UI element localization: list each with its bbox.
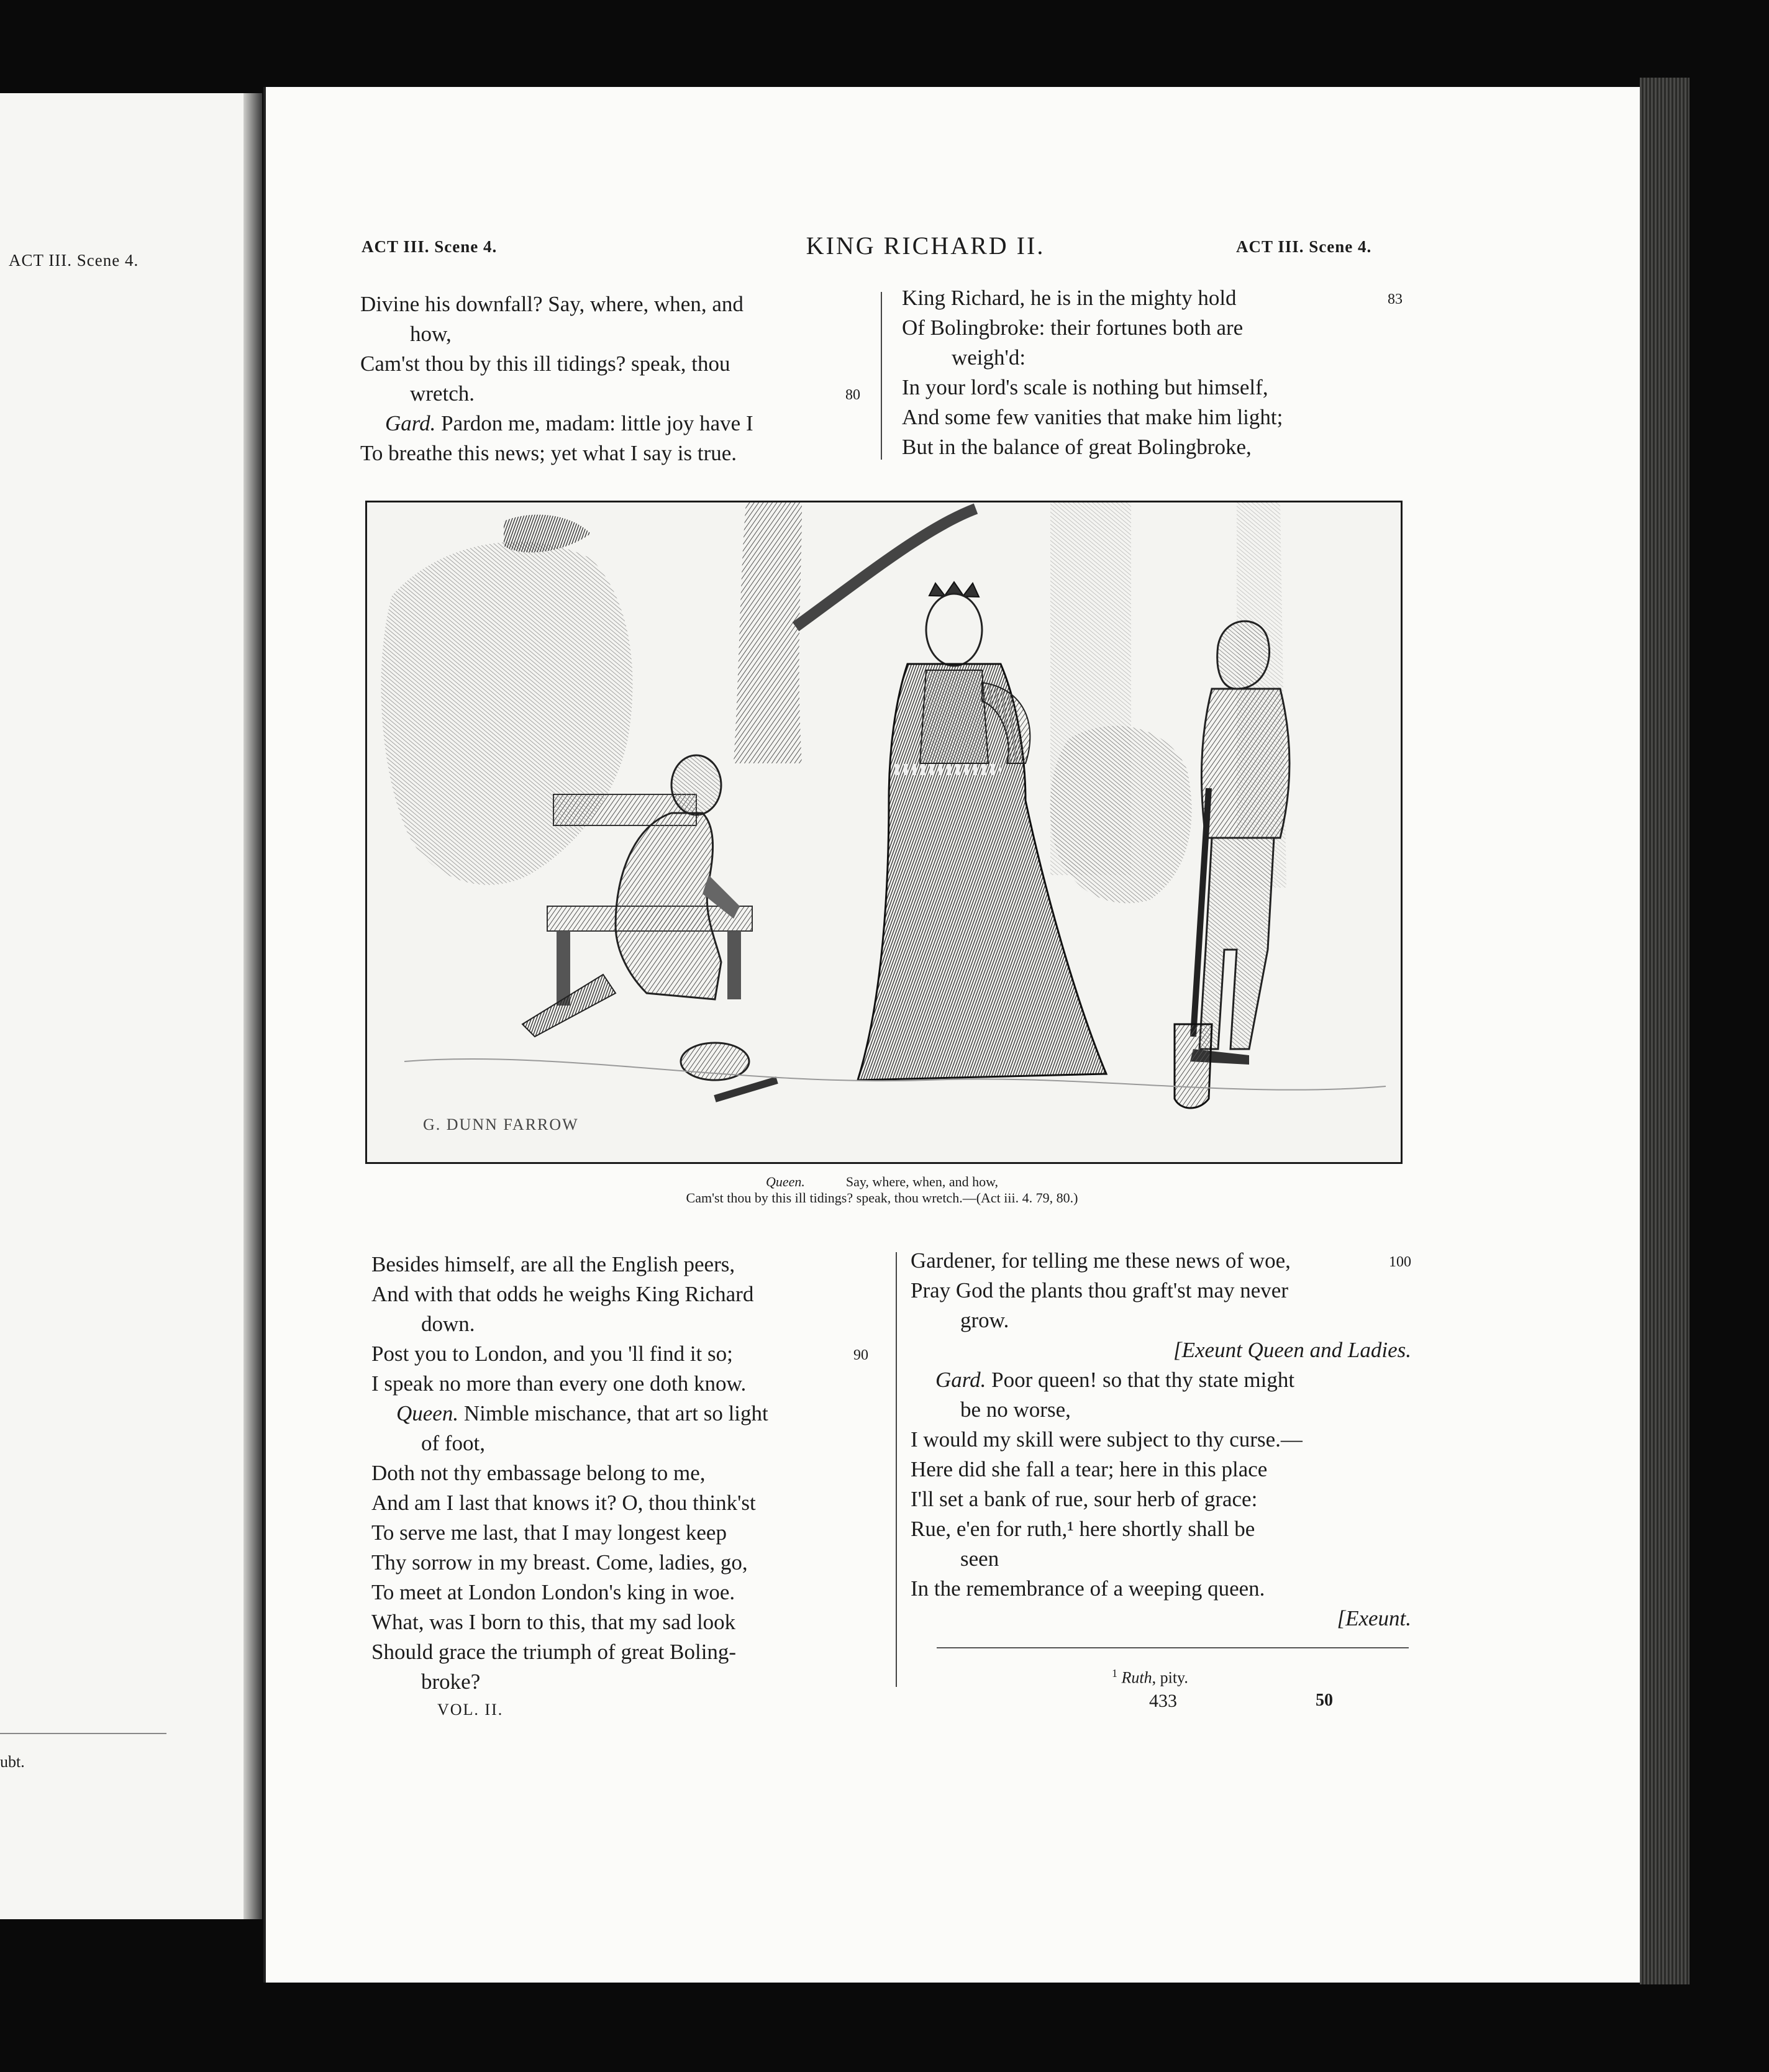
queen-gardener-scene <box>367 502 1401 1162</box>
verse-text: And am I last that knows it? O, thou think'st <box>371 1491 756 1515</box>
verse-column-top-left <box>360 289 860 468</box>
speaker-name: Gard. <box>385 411 436 435</box>
column-divider-bottom <box>896 1252 897 1687</box>
verse-line <box>911 1574 1411 1604</box>
line-number: 90 <box>853 1347 868 1363</box>
line-number: 83 <box>1388 291 1403 307</box>
caption-line-1: Say, where, when, and how, <box>845 1174 999 1189</box>
footnote <box>1112 1667 1188 1688</box>
bench-leg-right <box>727 931 741 999</box>
footnote-rule <box>937 1647 1409 1648</box>
running-head-right: ACT III. Scene 4. <box>1236 237 1372 256</box>
verse-line <box>911 1514 1411 1544</box>
verse-line <box>902 283 1403 313</box>
verse-text: Besides himself, are all the English peers, <box>371 1252 735 1276</box>
verse-text: Pray God the plants thou graft'st may never <box>911 1278 1288 1302</box>
speaker-name: Queen. <box>396 1401 459 1425</box>
verse-text: be no worse, <box>960 1397 1071 1422</box>
verse-text: King Richard, he is in the mighty hold <box>902 286 1237 310</box>
verse-column-bottom-left <box>371 1250 868 1697</box>
verse-column-top-right <box>902 283 1403 462</box>
verse-text: Doth not thy embassage belong to me, <box>371 1461 706 1485</box>
bench-leg-left <box>557 931 570 1006</box>
left-footnote-rule <box>0 1733 166 1734</box>
verse-line <box>911 1425 1411 1455</box>
speaker-name: Gard. <box>935 1368 986 1392</box>
verse-line <box>371 1607 868 1637</box>
verse-line <box>911 1306 1411 1335</box>
verse-line <box>371 1399 868 1429</box>
caption-speaker: Queen. <box>765 1174 805 1189</box>
column-divider-top <box>881 292 882 460</box>
verse-text: Rue, e'en for ruth,¹ here shortly shall be <box>911 1517 1255 1541</box>
page-edges <box>1640 78 1689 1984</box>
verse-text: And with that odds he weighs King Richard <box>371 1282 754 1306</box>
footnote-term: Ruth <box>1121 1668 1152 1687</box>
verse-text: And some few vanities that make him light; <box>902 405 1283 429</box>
footnote-gloss: , pity. <box>1152 1668 1188 1687</box>
verse-text: seen <box>960 1547 999 1571</box>
verse-text: I speak no more than every one doth know. <box>371 1371 747 1396</box>
verse-line <box>371 1250 868 1279</box>
verse-text: Thy sorrow in my breast. Come, ladies, go, <box>371 1550 748 1574</box>
verse-line <box>371 1488 868 1518</box>
verse-text: [Exeunt. <box>1337 1606 1411 1630</box>
verse-text: In your lord's scale is nothing but himself, <box>902 375 1268 399</box>
verse-line <box>902 432 1403 462</box>
verse-text: Cam'st thou by this ill tidings? speak, thou <box>360 352 730 376</box>
verse-line <box>371 1339 868 1369</box>
engraving-illustration <box>365 501 1403 1164</box>
verse-line <box>360 289 860 319</box>
verse-text: But in the balance of great Bolingbroke, <box>902 435 1252 459</box>
verse-line <box>371 1578 868 1607</box>
line-number: 100 <box>1389 1254 1411 1270</box>
footnote-mark: 1 <box>1112 1667 1117 1679</box>
verse-line <box>911 1455 1411 1484</box>
verse-line <box>911 1246 1411 1276</box>
left-page-footnote: ubt. <box>0 1753 25 1771</box>
verse-line <box>371 1309 868 1339</box>
verse-line <box>911 1276 1411 1306</box>
shrub-right <box>1050 726 1192 904</box>
verse-line <box>371 1458 868 1488</box>
verse-text: broke? <box>421 1670 481 1694</box>
verse-text: Pardon me, madam: little joy have I <box>435 411 753 435</box>
verse-line <box>371 1518 868 1548</box>
verse-line <box>902 313 1403 343</box>
running-head-left: ACT III. Scene 4. <box>362 237 498 256</box>
page-number: 433 <box>1149 1691 1177 1711</box>
left-page-header: ACT III. Scene 4. <box>9 251 139 270</box>
running-title: KING RICHARD II. <box>806 232 1045 260</box>
verse-line <box>360 349 860 379</box>
verse-text: Divine his downfall? Say, where, when, and <box>360 292 744 316</box>
verse-text: how, <box>410 322 452 346</box>
verse-line <box>371 1637 868 1667</box>
verse-line <box>360 379 860 409</box>
verse-text: I would my skill were subject to thy curse.— <box>911 1427 1303 1452</box>
verse-line <box>360 409 860 438</box>
verse-line <box>911 1604 1411 1634</box>
verse-line <box>371 1279 868 1309</box>
verse-text: In the remembrance of a weeping queen. <box>911 1576 1265 1601</box>
volume-mark: VOL. II. <box>437 1701 504 1719</box>
verse-text: Gardener, for telling me these news of woe, <box>911 1248 1291 1273</box>
verse-line <box>371 1369 868 1399</box>
verse-text: grow. <box>960 1308 1009 1332</box>
verse-line <box>371 1667 868 1697</box>
verse-line <box>902 402 1403 432</box>
artist-signature: G. DUNN FARROW <box>423 1116 579 1134</box>
verse-text: weigh'd: <box>952 345 1026 370</box>
verse-line <box>911 1395 1411 1425</box>
verse-text: I'll set a bank of rue, sour herb of grace: <box>911 1487 1258 1511</box>
verse-line <box>371 1548 868 1578</box>
caption-line-2: Cam'st thou by this ill tidings? speak, thou wretch.—(Act iii. 4. 79, 80.) <box>686 1190 1078 1206</box>
verse-text: down. <box>421 1312 475 1336</box>
verse-text: wretch. <box>410 381 475 406</box>
book-gutter <box>243 93 262 1919</box>
verse-line <box>911 1544 1411 1574</box>
verse-text: Here did she fall a tear; here in this place <box>911 1457 1268 1481</box>
verse-line <box>911 1484 1411 1514</box>
verse-line <box>902 373 1403 402</box>
verse-line <box>902 343 1403 373</box>
verse-line <box>911 1365 1411 1395</box>
verse-text: To meet at London London's king in woe. <box>371 1580 735 1604</box>
signature-number: 50 <box>1316 1691 1333 1710</box>
verse-text: To breathe this news; yet what I say is true. <box>360 441 737 465</box>
verse-text: Of Bolingbroke: their fortunes both are <box>902 316 1244 340</box>
verse-column-bottom-right <box>911 1246 1411 1634</box>
verse-text: [Exeunt Queen and Ladies. <box>1173 1338 1411 1362</box>
verse-text: Post you to London, and you 'll find it so; <box>371 1342 733 1366</box>
verse-text: Should grace the triumph of great Boling- <box>371 1640 737 1664</box>
spade-blade <box>1175 1024 1212 1108</box>
left-facing-page <box>0 93 247 1919</box>
illustration-caption <box>435 1174 1329 1206</box>
verse-text: Nimble mischance, that art so light <box>458 1401 768 1425</box>
verse-line <box>911 1335 1411 1365</box>
line-number: 80 <box>845 387 860 403</box>
verse-text: What, was I born to this, that my sad look <box>371 1610 736 1634</box>
verse-text: To serve me last, that I may longest keep <box>371 1520 727 1545</box>
verse-line <box>371 1429 868 1458</box>
verse-line <box>360 438 860 468</box>
tree-trunk <box>734 502 802 763</box>
verse-text: of foot, <box>421 1431 486 1455</box>
verse-line <box>360 319 860 349</box>
verse-text: Poor queen! so that thy state might <box>986 1368 1295 1392</box>
